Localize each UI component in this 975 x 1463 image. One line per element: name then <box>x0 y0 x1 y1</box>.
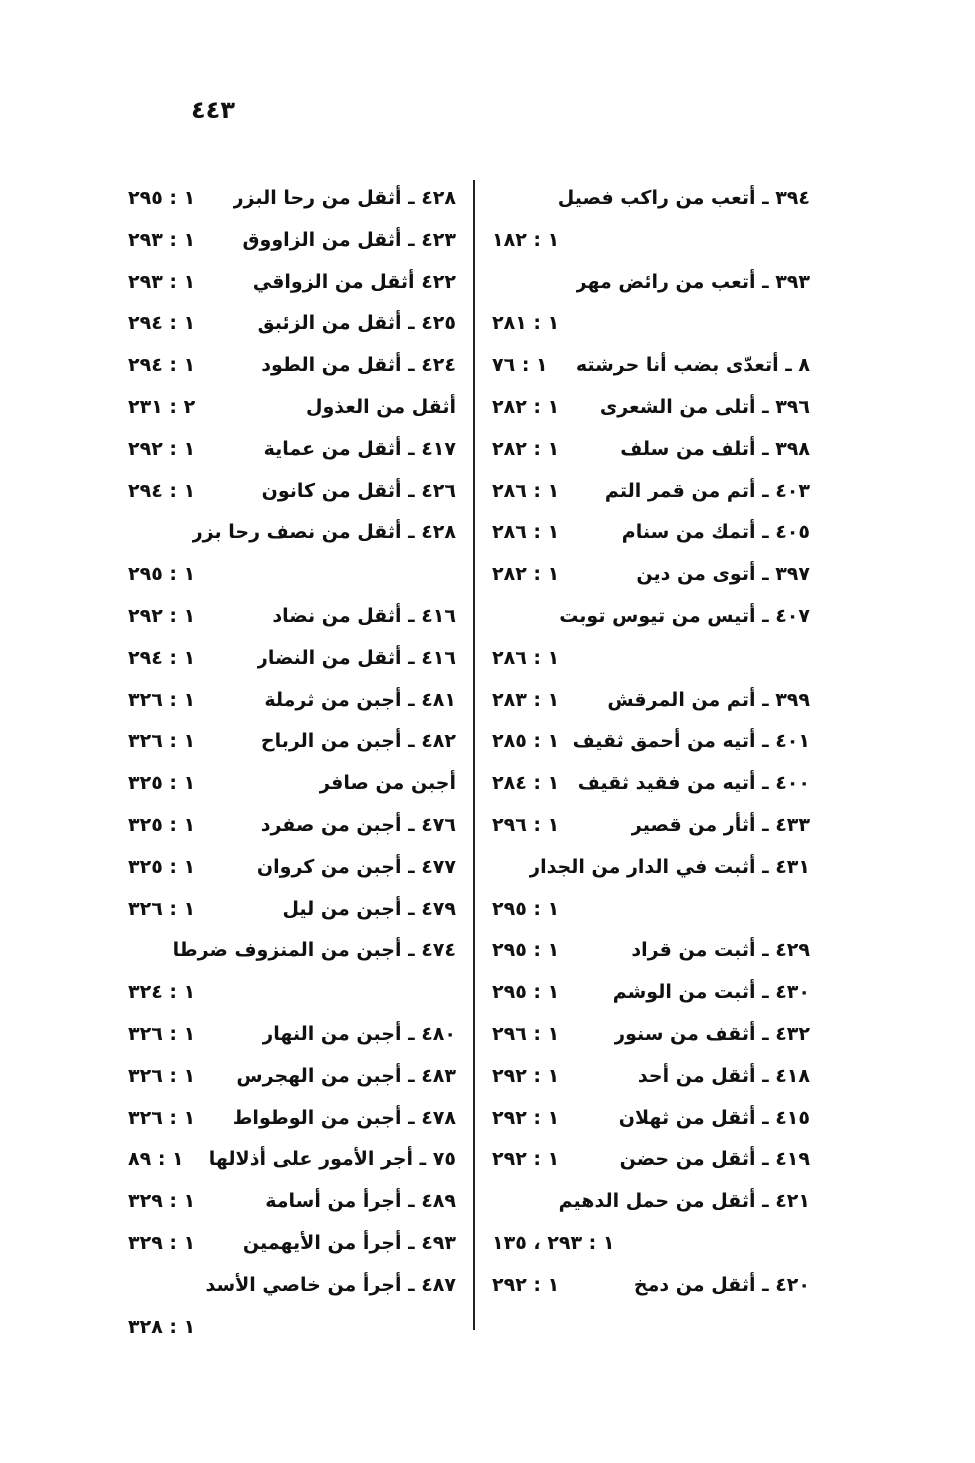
entry-reference: ١ : ٣٢٩ <box>128 1190 196 1213</box>
entry-text: ٤٢٣ ـ أثقل من الزاووق <box>242 228 456 251</box>
index-entry <box>128 889 456 931</box>
index-entry <box>128 596 456 638</box>
index-entry <box>128 1014 456 1056</box>
index-entry <box>128 345 456 387</box>
index-entry <box>128 220 456 262</box>
entry-text: ٤١٦ ـ أثقل من نضاد <box>272 604 456 627</box>
entry-text: ٤٠٠ ـ أتيه من فقيد ثقيف <box>577 772 810 795</box>
index-entry <box>492 1056 810 1098</box>
entry-reference: ١ : ٣٢٥ <box>128 855 196 878</box>
entry-text: ٤٣٢ ـ أثقف من سنور <box>614 1022 810 1045</box>
index-entry <box>128 554 456 596</box>
entry-text: ٤٨٣ ـ أجبن من الهجرس <box>236 1064 456 1087</box>
index-entry <box>492 303 810 345</box>
entry-text: ٤٨٢ ـ أجبن من الرباح <box>260 730 456 753</box>
entry-reference: ١ : ٢٩٣ <box>128 270 196 293</box>
index-entry <box>128 512 456 554</box>
index-entry <box>492 847 810 889</box>
entry-text: ٤٨١ ـ أجبن من ثرملة <box>264 688 456 711</box>
index-entry <box>128 638 456 680</box>
entry-text: ٣٩٧ ـ أتوى من دين <box>636 563 810 586</box>
entry-text: ٤٠٥ ـ أتمك من سنام <box>621 521 810 544</box>
entry-reference: ١ : ٢٩٥ <box>128 563 196 586</box>
entry-text: ٤٢٤ ـ أثقل من الطود <box>261 354 456 377</box>
index-entry <box>128 1307 456 1349</box>
entry-text: ٤٢٠ ـ أثقل من دمخ <box>633 1273 810 1296</box>
index-entry <box>128 1265 456 1307</box>
entry-reference: ١ : ٣٢٦ <box>128 1064 196 1087</box>
index-entry <box>492 930 810 972</box>
index-entry <box>492 262 810 304</box>
entry-reference: ١ : ٣٢٤ <box>128 981 196 1004</box>
entry-reference: ١ : ٣٢٦ <box>128 688 196 711</box>
index-entry <box>128 1181 456 1223</box>
index-entry <box>492 1181 810 1223</box>
index-entry <box>492 596 810 638</box>
entry-reference: ١ : ٣٢٦ <box>128 730 196 753</box>
index-entry <box>492 512 810 554</box>
entry-text: ٤٢٢ أثقل من الزواقي <box>252 270 456 293</box>
right-column <box>492 178 810 1307</box>
index-entry <box>128 805 456 847</box>
entry-text: ٤١٨ ـ أثقل من أحد <box>637 1064 810 1087</box>
entry-text: ٤٣٣ ـ أثأر من قصير <box>630 813 810 836</box>
entry-text: ٤١٩ ـ أثقل من حضن <box>619 1148 810 1171</box>
entry-text: ٨ ـ أتعدّى بضب أنا حرشته <box>575 354 810 377</box>
entry-reference: ١ : ٢٩٣ ، ١٣٥ <box>492 1231 615 1254</box>
index-entry <box>492 1265 810 1307</box>
entry-text: ٤٠١ ـ أتيه من أحمق ثقيف <box>572 730 810 753</box>
entry-text: ٣٩٩ ـ أتم من المرقش <box>607 688 810 711</box>
entry-text: ٣٩٨ ـ أتلف من سلف <box>620 437 810 460</box>
entry-reference: ١ : ١٨٢ <box>492 228 560 251</box>
index-entry <box>128 471 456 513</box>
entry-reference: ١ : ٢٩٥ <box>128 187 196 209</box>
entry-reference: ١ : ٢٨٥ <box>492 730 560 753</box>
entry-reference: ١ : ٣٢٦ <box>128 1106 196 1129</box>
entry-reference: ١ : ٢٩٦ <box>492 813 560 836</box>
index-entry <box>128 303 456 345</box>
entry-text: ٤٢٨ ـ أثقل من نصف رحا بزر <box>191 521 456 544</box>
entry-reference: ١ : ٢٩٤ <box>128 354 196 377</box>
entry-text: ٤٠٣ ـ أتم من قمر التم <box>604 479 810 502</box>
entry-reference: ١ : ٣٢٥ <box>128 772 196 795</box>
entry-reference: ١ : ٢٩٣ <box>128 228 196 251</box>
column-divider <box>473 180 475 1330</box>
entry-text: ٤٢٩ ـ أثبت من قراد <box>631 939 810 962</box>
index-entry <box>492 1014 810 1056</box>
entry-text: ٤٣١ ـ أثبت في الدار من الجدار <box>529 855 810 878</box>
entry-reference: ١ : ٢٩٤ <box>128 646 196 669</box>
entry-text: أجبن من صافر <box>319 772 456 795</box>
entry-text: ٤٣٠ ـ أثبت من الوشم <box>612 981 810 1004</box>
entry-reference: ١ : ٢٩٥ <box>492 939 560 962</box>
index-entry <box>128 847 456 889</box>
index-entry <box>128 178 456 220</box>
entry-reference: ١ : ٣٢٦ <box>128 1022 196 1045</box>
entry-reference: ١ : ٢٩٢ <box>492 1064 560 1087</box>
index-entry <box>128 262 456 304</box>
entry-text: أثقل من العذول <box>305 395 456 418</box>
entry-reference: ١ : ٣٢٩ <box>128 1231 196 1254</box>
index-entry <box>492 429 810 471</box>
entry-reference: ١ : ٣٢٦ <box>128 897 196 920</box>
entry-reference: ١ : ٢٩٥ <box>492 981 560 1004</box>
entry-reference: ١ : ٢٩٢ <box>128 437 196 460</box>
entry-text: ٤٨٠ ـ أجبن من النهار <box>262 1022 456 1045</box>
index-entry <box>128 1056 456 1098</box>
left-column <box>128 178 456 1348</box>
index-entry <box>128 387 456 429</box>
entry-text: ٤٢٨ ـ أثقل من رحا البزر <box>232 187 456 209</box>
index-entry <box>492 638 810 680</box>
index-entry <box>128 680 456 722</box>
entry-reference: ١ : ٢٨٢ <box>492 563 560 586</box>
index-entry <box>492 1139 810 1181</box>
entry-reference: ١ : ٢٩٢ <box>492 1273 560 1296</box>
entry-reference: ١ : ٧٦ <box>492 354 548 377</box>
entry-text: ٤٧٧ ـ أجبن من كروان <box>256 855 456 878</box>
entry-text: ٤٢١ ـ أثقل من حمل الدهيم <box>558 1190 810 1213</box>
entry-text: ٤٨٩ ـ أجرأ من أسامة <box>265 1190 456 1213</box>
entry-reference: ١ : ٢٩٢ <box>128 604 196 627</box>
entry-text: ٣٩٤ ـ أتعب من راكب فصيل <box>557 187 810 209</box>
entry-text: ٤١٥ ـ أثقل من ثهلان <box>618 1106 810 1129</box>
entry-text: ٤٠٧ ـ أتيس من تيوس توبت <box>559 604 810 627</box>
entry-reference: ١ : ٢٩٢ <box>492 1106 560 1129</box>
entry-text: ٤٨٧ ـ أجرأ من خاصي الأسد <box>205 1273 456 1296</box>
index-entry <box>492 471 810 513</box>
index-entry <box>492 972 810 1014</box>
index-entry <box>492 763 810 805</box>
entry-text: ٣٩٦ ـ أتلى من الشعرى <box>599 395 810 418</box>
index-entry <box>492 805 810 847</box>
entry-reference: ١ : ٢٨٢ <box>492 437 560 460</box>
entry-text: ٤٧٩ ـ أجبن من ليل <box>282 897 456 920</box>
entry-reference: ٢ : ٢٣١ <box>128 395 196 418</box>
entry-reference: ١ : ٣٢٥ <box>128 813 196 836</box>
page-number: ٤٤٣ <box>191 96 235 124</box>
index-entry <box>492 554 810 596</box>
index-entry <box>128 972 456 1014</box>
entry-reference: ١ : ٢٨٦ <box>492 479 560 502</box>
entry-reference: ١ : ٢٨٦ <box>492 521 560 544</box>
entry-text: ٤٧٨ ـ أجبن من الوطواط <box>232 1106 456 1129</box>
index-entry <box>128 1139 456 1181</box>
index-entry <box>492 178 810 220</box>
entry-reference: ١ : ٢٩٦ <box>492 1022 560 1045</box>
index-entry <box>492 1223 810 1265</box>
entry-reference: ١ : ٣٢٨ <box>128 1315 196 1338</box>
entry-reference: ١ : ٢٩٥ <box>492 897 560 920</box>
entry-reference: ١ : ٢٩٤ <box>128 312 196 335</box>
entry-reference: ١ : ٢٨١ <box>492 312 560 335</box>
index-entry <box>492 680 810 722</box>
entry-reference: ١ : ٢٨٤ <box>492 772 560 795</box>
entry-text: ٤٧٦ ـ أجبن من صفرد <box>260 813 456 836</box>
index-entry <box>492 889 810 931</box>
index-entry <box>492 220 810 262</box>
entry-reference: ١ : ٢٩٤ <box>128 479 196 502</box>
index-entry <box>128 429 456 471</box>
entry-text: ٤٢٦ ـ أثقل من كانون <box>261 479 456 502</box>
index-entry <box>492 721 810 763</box>
index-entry <box>492 1098 810 1140</box>
index-entry <box>128 1223 456 1265</box>
entry-text: ٤٢٥ ـ أثقل من الزئبق <box>257 312 456 335</box>
entry-text: ٧٥ ـ أجر الأمور على أذلالها <box>208 1148 456 1171</box>
index-entry <box>128 763 456 805</box>
index-entry <box>492 387 810 429</box>
entry-reference: ١ : ٨٩ <box>128 1148 184 1171</box>
index-entry <box>128 1098 456 1140</box>
entry-text: ٤٧٤ ـ أجبن من المنزوف ضرطا <box>172 939 456 962</box>
entry-text: ٤٩٣ ـ أجرأ من الأيهمين <box>242 1231 456 1254</box>
entry-reference: ١ : ٢٨٣ <box>492 688 560 711</box>
entry-reference: ١ : ٢٩٢ <box>492 1148 560 1171</box>
index-entry <box>492 345 810 387</box>
index-entry <box>128 930 456 972</box>
entry-reference: ١ : ٢٨٢ <box>492 395 560 418</box>
index-entry <box>128 721 456 763</box>
entry-text: ٤١٧ ـ أثقل من عماية <box>263 437 456 460</box>
entry-reference: ١ : ٢٨٦ <box>492 646 560 669</box>
entry-text: ٣٩٣ ـ أتعب من رائض مهر <box>575 270 810 293</box>
entry-text: ٤١٦ ـ أثقل من النضار <box>256 646 456 669</box>
